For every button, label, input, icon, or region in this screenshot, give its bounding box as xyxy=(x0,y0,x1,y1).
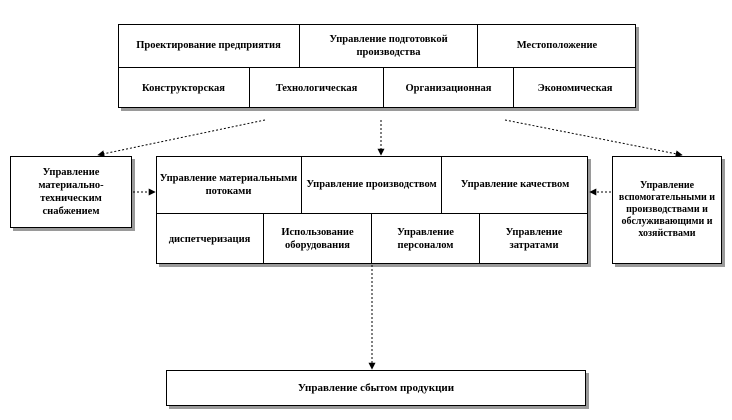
mid-cell-material-flows: Управление материальными потоками xyxy=(156,156,302,214)
mid-cell-dispatching: диспетчеризация xyxy=(156,214,264,264)
mid-cell-production: Управление производством xyxy=(302,156,442,214)
top-cell-org-prep: Организационная xyxy=(384,68,514,108)
top-cell-preparation: Управление подготовкой производства xyxy=(300,24,478,68)
top-cell-tech-prep: Технологическая xyxy=(250,68,384,108)
top-cell-location: Местоположение xyxy=(478,24,636,68)
mid-cell-costs: Управление затратами xyxy=(505,227,563,251)
mid-cell-equipment: Использование оборудования xyxy=(264,214,372,264)
top-cell-econ-prep: Экономическая xyxy=(537,82,613,94)
top-cell-design-prep: Конструкторская xyxy=(118,68,250,108)
auxiliary-management-box: Управление вспомогательными и производствами и обслуживающими и хозяйствами xyxy=(612,156,722,264)
mid-cell-quality: Управление качеством xyxy=(442,156,588,214)
sales-management-box: Управление сбытом продукции xyxy=(166,370,586,406)
arrow-top-to-auxiliary xyxy=(505,120,682,155)
top-cell-design: Проектирование предприятия xyxy=(118,24,300,68)
supply-management-box: Управление материально-техническим снабжением xyxy=(10,156,132,228)
arrow-top-to-supply xyxy=(98,120,265,155)
mid-cell-personnel: Управление персоналом xyxy=(372,214,480,264)
